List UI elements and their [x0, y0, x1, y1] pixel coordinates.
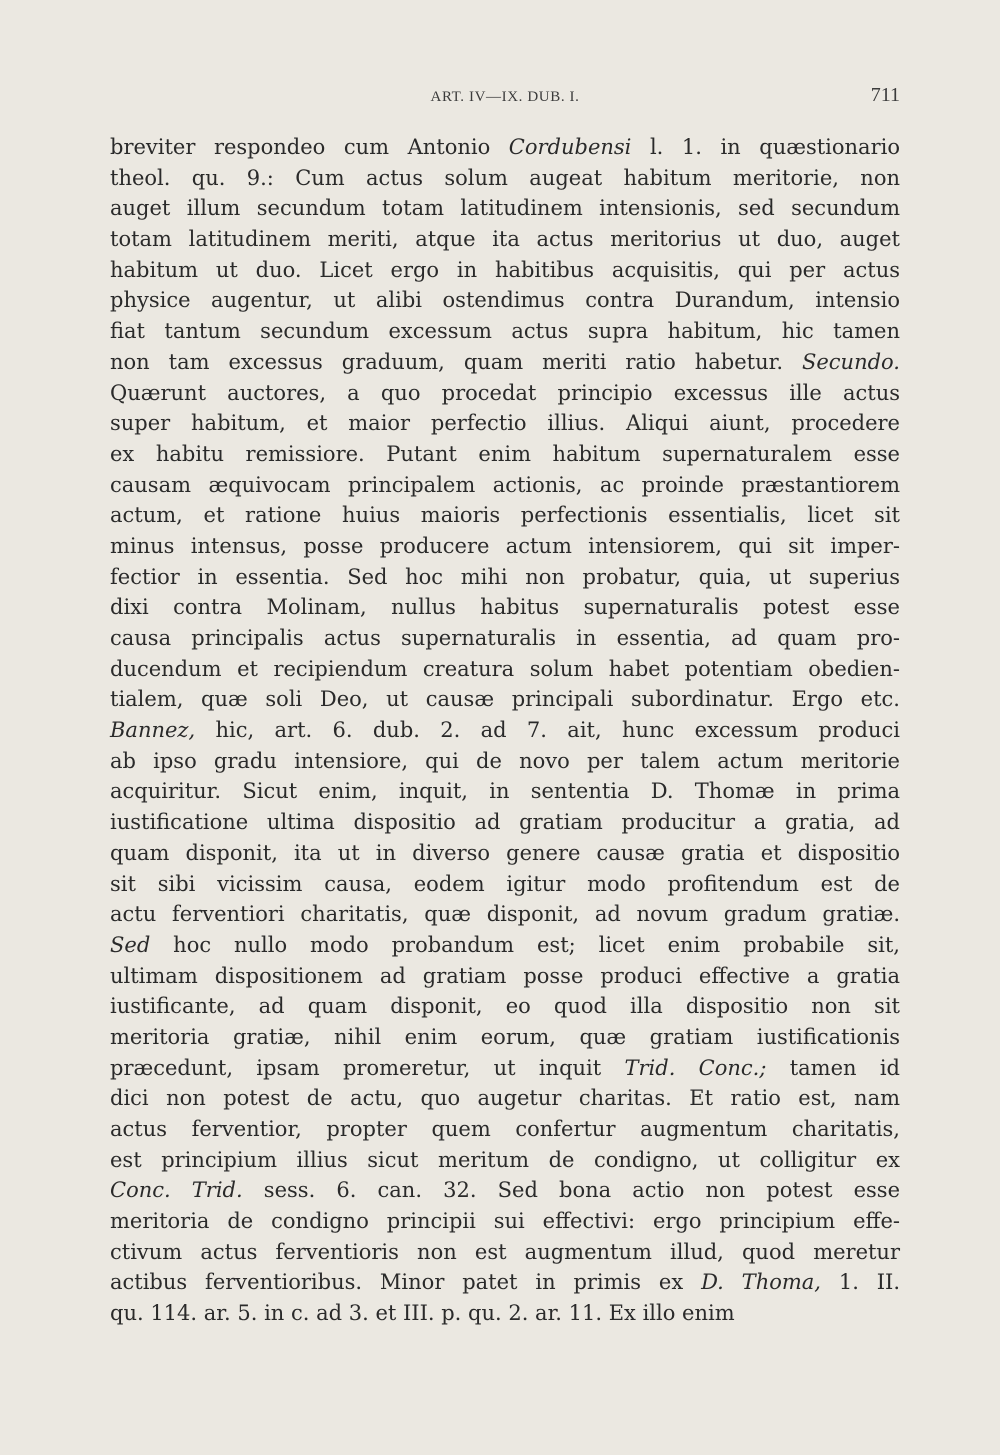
- text-line: causa principalis actus supernaturalis in essentia, ad quam pro-: [110, 626, 900, 650]
- text-line: ducendum et recipiendum creatura solum habet potentiam obedien-: [110, 656, 900, 681]
- text-line: meritoria gratiæ, nihil enim eorum, quæ gratiam iustificationis: [110, 1024, 900, 1049]
- text-line: physice augentur, ut alibi ostendimus contra Durandum, intensio: [110, 288, 900, 313]
- text-line: actus ferventior, propter quem confertur augmentum charitatis,: [110, 1117, 900, 1141]
- running-head: ART. IV—IX. DUB. I.: [430, 89, 580, 105]
- text-line: auget illum secundum totam latitudinem intensionis, sed secundum: [110, 196, 900, 221]
- text-line: fiat tantum secundum excessum actus supra habitum, hic tamen: [110, 319, 900, 344]
- text-line: actu ferventiori charitatis, quæ disponit, ad novum gradum gratiæ.: [110, 902, 900, 927]
- text-line: tialem, quæ soli Deo, ut causæ principali subordinatur. Ergo etc.: [110, 687, 900, 712]
- text-line: quam disponit, ita ut in diverso genere causæ gratia et dispositio: [110, 840, 900, 865]
- text-line: est principium illius sicut meritum de condigno, ut colligitur ex: [110, 1147, 900, 1172]
- page-header: [110, 84, 900, 114]
- text-line: Quærunt auctores, a quo procedat principio excessus ille actus: [110, 380, 900, 405]
- text-line: dixi contra Molinam, nullus habitus supernaturalis potest esse: [110, 595, 900, 620]
- text-line: non tam excessus graduum, quam meriti ratio habetur. Secundo.: [110, 349, 900, 374]
- text-line: theol. qu. 9.: Cum actus solum augeat habitum meritorie, non: [110, 165, 900, 190]
- text-line: actibus ferventioribus. Minor patet in primis ex D. Thoma, 1. II.: [110, 1270, 901, 1295]
- text-line: qu. 114. ar. 5. in c. ad 3. et III. p. qu. 2. ar. 11. Ex illo enim: [110, 1301, 735, 1326]
- text-line: meritoria de condigno principii sui effectivi: ergo principium effe-: [110, 1209, 900, 1234]
- text-line: Sed hoc nullo modo probandum est; licet enim probabile sit,: [110, 932, 900, 957]
- text-line: causam æquivocam principalem actionis, ac proinde præstantiorem: [110, 472, 900, 497]
- text-line: Conc. Trid. sess. 6. can. 32. Sed bona actio non potest esse: [110, 1178, 901, 1203]
- text-line: fectior in essentia. Sed hoc mihi non probatur, quia, ut superius: [110, 564, 900, 589]
- text-line: iustificante, ad quam disponit, eo quod illa dispositio non sit: [110, 994, 900, 1019]
- text-line: super habitum, et maior perfectio illius. Aliqui aiunt, procedere: [110, 411, 900, 436]
- body-text: [110, 132, 900, 1329]
- text-line: dici non potest de actu, quo augetur charitas. Et ratio est, nam: [110, 1086, 900, 1111]
- text-line: ctivum actus ferventioris non est augmentum illud, quod meretur: [110, 1239, 900, 1264]
- text-line: habitum ut duo. Licet ergo in habitibus acquisitis, qui per actus: [110, 257, 900, 282]
- text-line: minus intensus, posse producere actum intensiorem, qui sit imper-: [110, 533, 900, 558]
- text-line: actum, et ratione huius maioris perfectionis essentialis, licet sit: [110, 503, 900, 528]
- text-line: breviter respondeo cum Antonio Cordubensi l. 1. in quæstionario: [110, 135, 900, 159]
- text-line: ab ipso gradu intensiore, qui de novo per talem actum meritorie: [110, 748, 900, 773]
- text-line: Bannez, hic, art. 6. dub. 2. ad 7. ait, hunc excessum produci: [110, 718, 900, 743]
- text-line: totam latitudinem meriti, atque ita actus meritorius ut duo, auget: [110, 227, 900, 252]
- text-line: ex habitu remissiore. Putant enim habitum supernaturalem esse: [110, 441, 900, 466]
- text-line: sit sibi vicissim causa, eodem igitur modo profitendum est de: [110, 871, 900, 896]
- text-line: acquiritur. Sicut enim, inquit, in sententia D. Thomæ in prima: [110, 779, 900, 804]
- text-line: ultimam dispositionem ad gratiam posse produci effective a gratia: [110, 963, 900, 988]
- text-line: iustificatione ultima dispositio ad gratiam producitur a gratia, ad: [110, 810, 900, 835]
- text-line: præcedunt, ipsam promeretur, ut inquit Trid. Conc.; tamen id: [110, 1055, 900, 1080]
- page-number: 711: [870, 84, 900, 106]
